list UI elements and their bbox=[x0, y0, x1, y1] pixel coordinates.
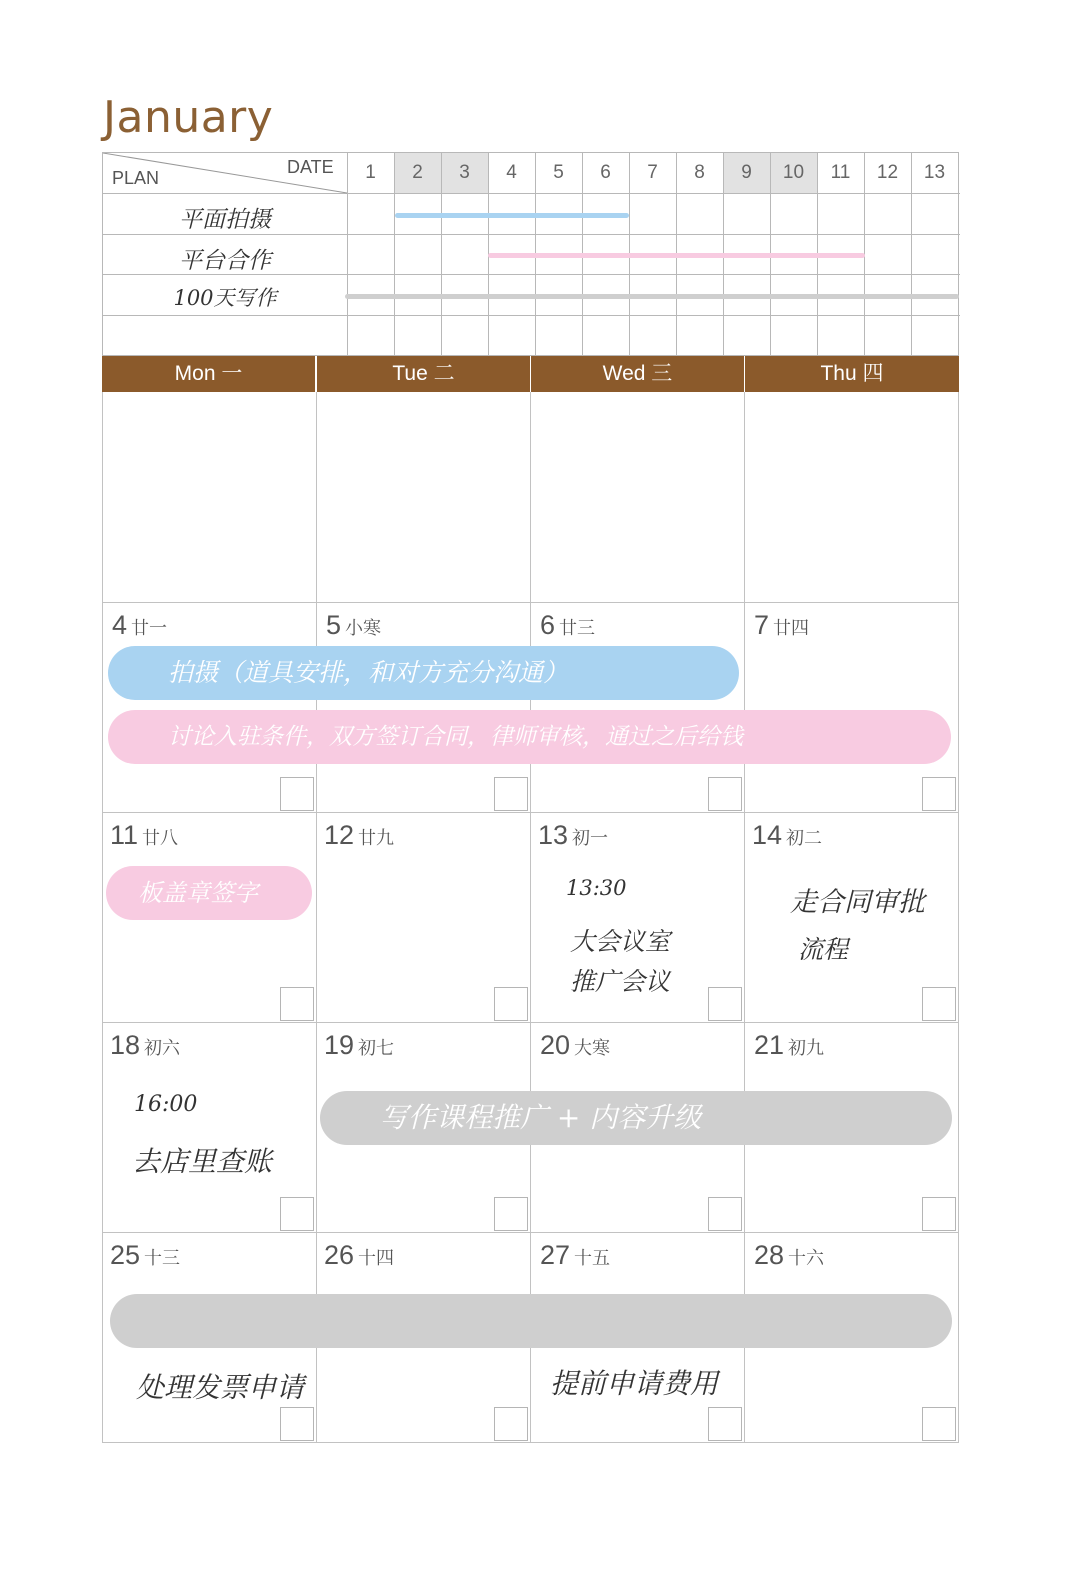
date-number: 1 bbox=[365, 162, 376, 183]
month-title: January bbox=[103, 92, 274, 143]
day-cell-date: 26 十四 bbox=[324, 1240, 395, 1270]
note-text: 走合同审批 bbox=[790, 887, 925, 918]
day-checkbox[interactable] bbox=[280, 987, 314, 1021]
plan-row-label: 平台合作 bbox=[179, 248, 271, 274]
day-checkbox[interactable] bbox=[280, 1197, 314, 1231]
event-stamp-sign[interactable]: 板盖章签字 bbox=[106, 866, 312, 920]
day-cell-date: 19 初七 bbox=[324, 1030, 395, 1060]
date-number: 10 bbox=[782, 162, 805, 183]
note-text: 流程 bbox=[798, 935, 849, 964]
weekday-header-mon: Mon 一 bbox=[102, 356, 315, 392]
day-checkbox[interactable] bbox=[494, 987, 528, 1021]
plan-row-label: 100天写作 bbox=[173, 286, 277, 310]
day-cell-date: 27 十五 bbox=[540, 1240, 611, 1270]
day-cell-date: 13 初一 bbox=[538, 820, 609, 850]
plan-label: PLAN bbox=[112, 168, 160, 188]
date-number: 3 bbox=[459, 162, 470, 183]
day-checkbox[interactable] bbox=[494, 1197, 528, 1231]
plan-bar-shoot bbox=[395, 213, 629, 218]
day-checkbox[interactable] bbox=[922, 987, 956, 1021]
month-calendar bbox=[102, 356, 959, 1443]
date-number: 9 bbox=[741, 162, 752, 183]
day-cell-date: 5 小寒 bbox=[326, 610, 382, 640]
day-cell-date: 25 十三 bbox=[110, 1240, 181, 1270]
date-number: 4 bbox=[506, 162, 517, 183]
event-gray-bar[interactable] bbox=[110, 1294, 952, 1348]
date-number: 7 bbox=[647, 162, 658, 183]
plan-bar-writing bbox=[345, 294, 959, 299]
weekday-header-wed: Wed 三 bbox=[531, 356, 744, 392]
note-time: 16:00 bbox=[134, 1092, 198, 1117]
day-checkbox[interactable] bbox=[280, 1407, 314, 1441]
date-number: 8 bbox=[694, 162, 705, 183]
note-text: 处理发票申请 bbox=[136, 1371, 305, 1404]
date-label: DATE bbox=[287, 157, 334, 177]
date-number: 13 bbox=[923, 162, 946, 183]
weekday-header-thu: Thu 四 bbox=[745, 356, 959, 392]
date-number: 11 bbox=[830, 162, 851, 183]
note-text: 去店里查账 bbox=[132, 1145, 273, 1178]
date-number: 12 bbox=[876, 162, 899, 183]
day-checkbox[interactable] bbox=[708, 1197, 742, 1231]
day-cell-date: 14 初二 bbox=[752, 820, 823, 850]
day-cell-date: 28 十六 bbox=[754, 1240, 825, 1270]
day-checkbox[interactable] bbox=[708, 987, 742, 1021]
day-cell-date: 18 初六 bbox=[110, 1030, 181, 1060]
date-number: 6 bbox=[600, 162, 611, 183]
day-checkbox[interactable] bbox=[280, 777, 314, 811]
date-number: 2 bbox=[412, 162, 423, 183]
day-cell-date: 12 廿九 bbox=[324, 820, 395, 850]
day-checkbox[interactable] bbox=[494, 777, 528, 811]
note-text: 提前申请费用 bbox=[550, 1367, 719, 1400]
day-cell-date: 21 初九 bbox=[754, 1030, 825, 1060]
plan-grid bbox=[102, 152, 959, 356]
plan-bar-platform bbox=[488, 253, 865, 258]
plan-row-label: 平面拍摄 bbox=[179, 207, 271, 233]
date-number: 5 bbox=[553, 162, 564, 183]
day-cell-date: 11 廿八 bbox=[110, 820, 179, 850]
day-checkbox[interactable] bbox=[708, 777, 742, 811]
event-platform-negotiation[interactable]: 讨论入驻条件，双方签订合同，律师审核，通过之后给钱 bbox=[108, 710, 951, 764]
event-shoot[interactable]: 拍摄（道具安排，和对方充分沟通） bbox=[108, 646, 739, 700]
day-cell-date: 20 大寒 bbox=[540, 1030, 611, 1060]
day-cell-date: 4 廿一 bbox=[112, 610, 168, 640]
event-writing-promotion[interactable]: 写作课程推广 + 内容升级 bbox=[320, 1091, 952, 1145]
note-time: 13:30 bbox=[566, 876, 627, 900]
day-checkbox[interactable] bbox=[922, 1197, 956, 1231]
day-checkbox[interactable] bbox=[922, 1407, 956, 1441]
day-cell-date: 7 廿四 bbox=[754, 610, 810, 640]
day-checkbox[interactable] bbox=[494, 1407, 528, 1441]
note-text: 大会议室 bbox=[570, 927, 671, 956]
day-cell-date: 6 廿三 bbox=[540, 610, 596, 640]
day-checkbox[interactable] bbox=[708, 1407, 742, 1441]
weekday-header-tue: Tue 二 bbox=[317, 356, 530, 392]
day-checkbox[interactable] bbox=[922, 777, 956, 811]
note-text: 推广会议 bbox=[570, 967, 671, 996]
